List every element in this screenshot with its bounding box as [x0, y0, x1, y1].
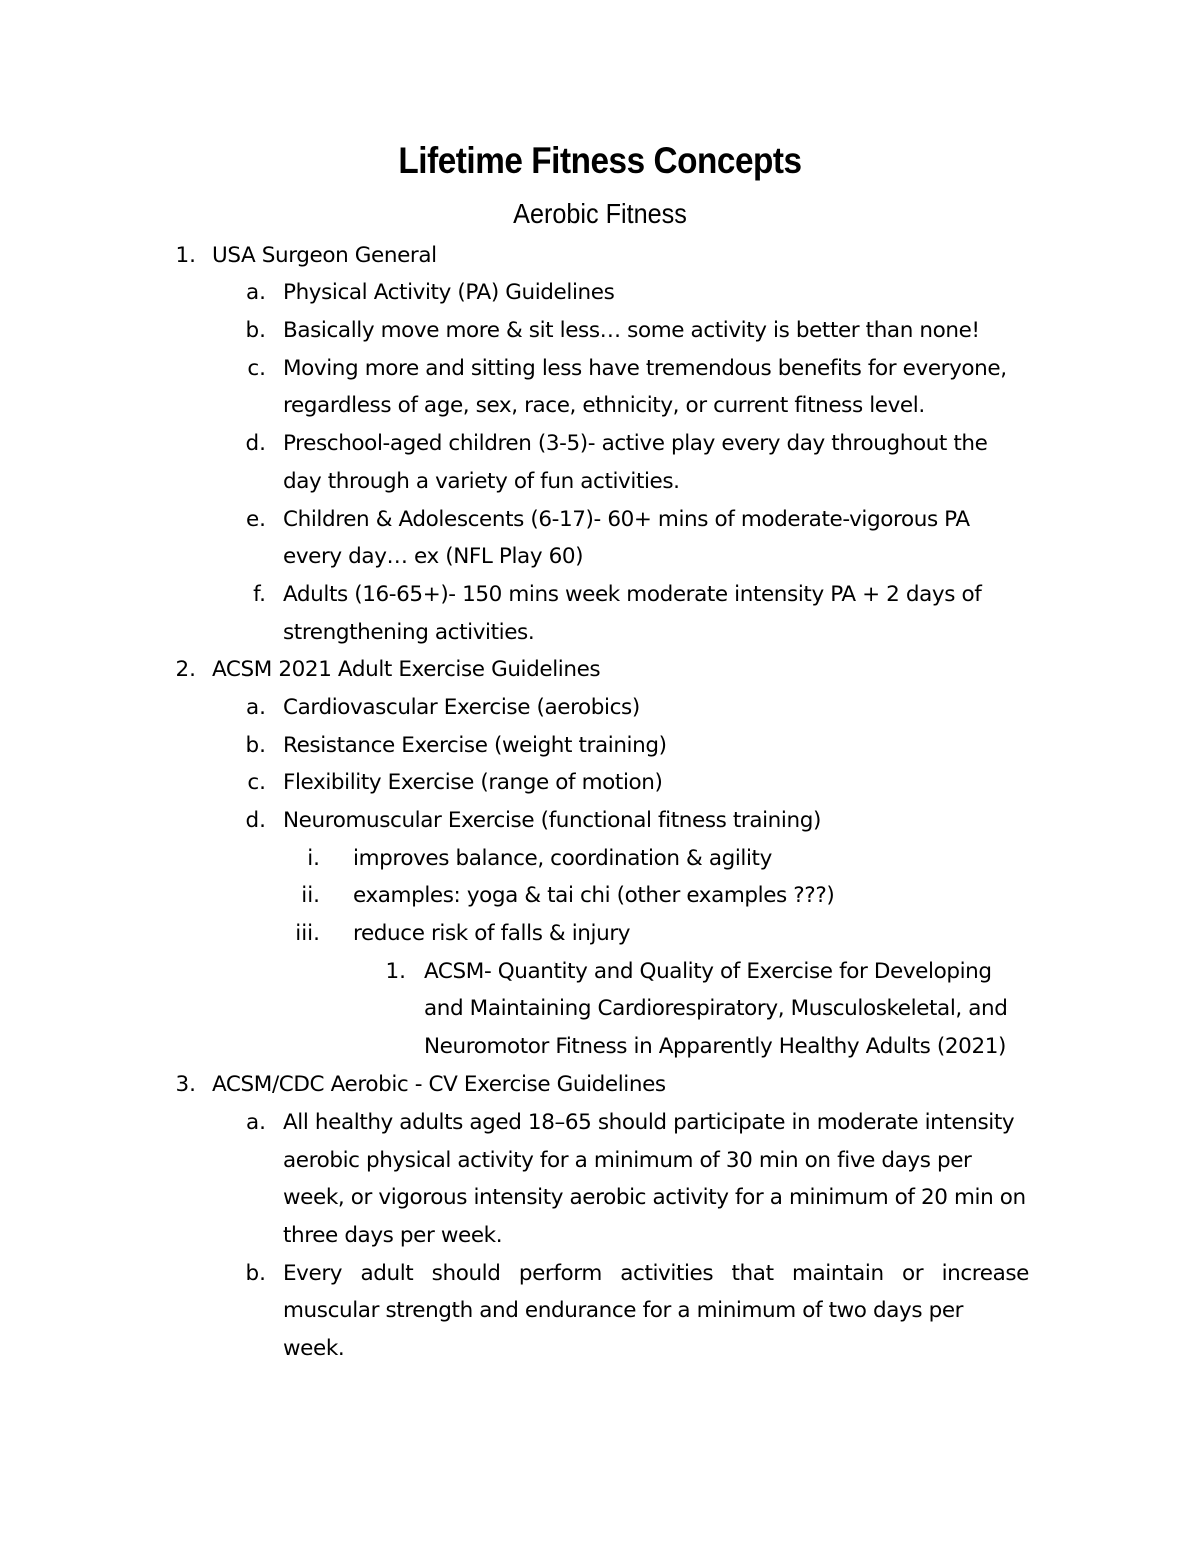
subsubitem-1-marker: 1.: [385, 959, 406, 984]
subitem-iii-text: reduce risk of falls & injury: [353, 921, 631, 946]
item-1f-marker: f.: [253, 582, 266, 607]
item-2b-text: Resistance Exercise (weight training): [283, 733, 667, 758]
item-3a-line-2: aerobic physical activity for a minimum of 30 min on five days per: [283, 1148, 972, 1173]
item-1f-line-1: Adults (16-65+)- 150 mins week moderate intensity PA + 2 days of: [283, 582, 982, 607]
item-1b-marker: b.: [245, 318, 266, 343]
item-1a-text: Physical Activity (PA) Guidelines: [283, 280, 615, 305]
item-3a-line-4: three days per week.: [283, 1223, 503, 1248]
section-2-marker: 2.: [175, 657, 196, 682]
item-1e-marker: e.: [245, 507, 266, 532]
item-1c-line-2: regardless of age, sex, race, ethnicity, or current fitness level.: [283, 393, 925, 418]
item-3b-line-1: Every adult should perform activities that maintain or increase: [283, 1261, 1029, 1286]
item-3a-line-1: All healthy adults aged 18–65 should participate in moderate intensity: [283, 1110, 1015, 1135]
item-1d-line-2: day through a variety of fun activities.: [283, 469, 680, 494]
subitem-i-marker: i.: [307, 846, 320, 871]
subsubitem-1-line-3: Neuromotor Fitness in Apparently Healthy Adults (2021): [424, 1034, 1006, 1059]
section-1-marker: 1.: [175, 243, 196, 268]
item-3a-line-3: week, or vigorous intensity aerobic activity for a minimum of 20 min on: [283, 1185, 1026, 1210]
item-1e-line-1: Children & Adolescents (6-17)- 60+ mins of moderate-vigorous PA: [283, 507, 970, 532]
subitem-ii-text: examples: yoga & tai chi (other examples ???): [353, 883, 835, 908]
item-1a-marker: a.: [245, 280, 266, 305]
subitem-iii-marker: iii.: [295, 921, 320, 946]
item-1d-marker: d.: [245, 431, 266, 456]
section-2-heading: ACSM 2021 Adult Exercise Guidelines: [212, 657, 601, 682]
item-3a-marker: a.: [245, 1110, 266, 1135]
document-subtitle: Aerobic Fitness: [513, 198, 687, 229]
item-2b-marker: b.: [245, 733, 266, 758]
section-3-marker: 3.: [175, 1072, 196, 1097]
item-3b-line-2: muscular strength and endurance for a minimum of two days per: [283, 1298, 964, 1323]
item-2d-text: Neuromuscular Exercise (functional fitness training): [283, 808, 821, 833]
item-1c-line-1: Moving more and sitting less have tremendous benefits for everyone,: [283, 356, 1007, 381]
item-1f-line-2: strengthening activities.: [283, 620, 535, 645]
item-2c-marker: c.: [247, 770, 266, 795]
subitem-ii-marker: ii.: [301, 883, 320, 908]
item-3b-line-3: week.: [283, 1336, 345, 1361]
document-title: Lifetime Fitness Concepts: [398, 140, 802, 181]
item-2a-text: Cardiovascular Exercise (aerobics): [283, 695, 640, 720]
item-1b-text: Basically move more & sit less… some activity is better than none!: [283, 318, 980, 343]
item-2c-text: Flexibility Exercise (range of motion): [283, 770, 663, 795]
subsubitem-1-line-2: and Maintaining Cardiorespiratory, Musculoskeletal, and: [424, 996, 1008, 1021]
subsubitem-1-line-1: ACSM- Quantity and Quality of Exercise for Developing: [424, 959, 992, 984]
subitem-i-text: improves balance, coordination & agility: [353, 846, 772, 871]
item-3b-marker: b.: [245, 1261, 266, 1286]
item-1c-marker: c.: [247, 356, 266, 381]
item-1d-line-1: Preschool-aged children (3-5)- active play every day throughout the: [283, 431, 988, 456]
item-1e-line-2: every day… ex (NFL Play 60): [283, 544, 584, 569]
section-3-heading: ACSM/CDC Aerobic - CV Exercise Guidelines: [212, 1072, 666, 1097]
item-2d-marker: d.: [245, 808, 266, 833]
section-1-heading: USA Surgeon General: [212, 243, 437, 268]
item-2a-marker: a.: [245, 695, 266, 720]
